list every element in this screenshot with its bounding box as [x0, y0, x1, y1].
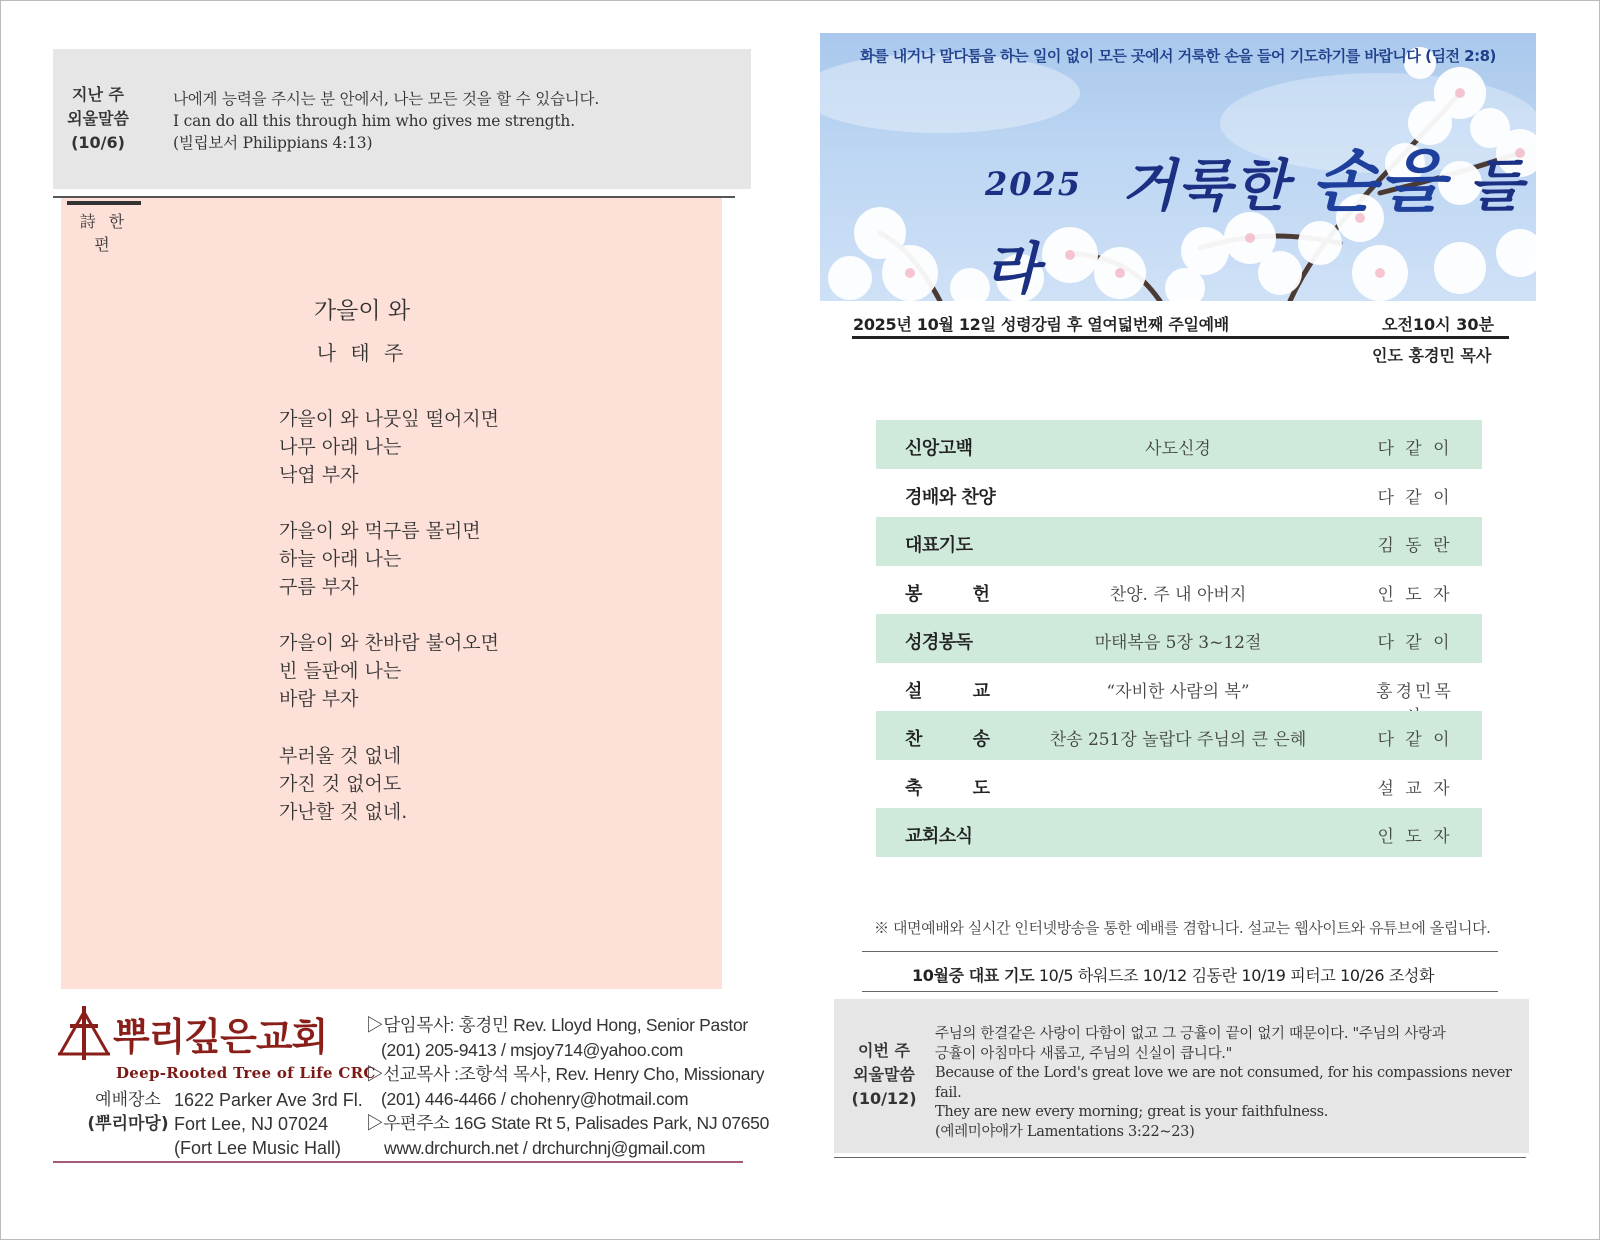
order-item-leader: 다 같 이	[1377, 439, 1453, 459]
poem-stanza-4: 부러울 것 없네 가진 것 없어도 가난할 것 없네.	[279, 745, 408, 823]
order-item-desc: 마태복음 5장 3~12절	[1094, 633, 1262, 653]
order-row	[876, 420, 1482, 469]
order-item-leader: 인 도 자	[1377, 584, 1453, 605]
order-row	[876, 808, 1482, 857]
order-row	[876, 614, 1482, 663]
order-item-leader: 김 동 란	[1377, 536, 1453, 556]
missionary: ▷선교목사 :조항석 목사, Rev. Henry Cho, Missionary	[366, 1064, 765, 1084]
church-logo	[53, 1004, 373, 1062]
order-row	[876, 711, 1482, 760]
this-week-label: 이번 주 외울말씀 (10/12)	[851, 1041, 917, 1108]
prayer-rule-bottom	[862, 991, 1498, 992]
service-time: 오전10시 30분	[1382, 315, 1494, 334]
poem-title: 가을이 와	[313, 298, 411, 324]
senior-pastor: ▷담임목사: 홍경민 Rev. Lloyd Hong, Senior Pastor	[366, 1015, 748, 1035]
theme-year: 2025	[985, 165, 1083, 203]
order-item-desc: 찬송 251장 놀랍다 주님의 큰 은혜	[1049, 730, 1307, 750]
order-item-leader: 다 같 이	[1377, 633, 1453, 653]
poem-tag: 詩 한 편	[67, 201, 141, 255]
service-title: 2025년 10월 12일 성령강림 후 열여덟번째 주일예배	[853, 315, 1229, 334]
order-row	[876, 566, 1482, 615]
theme-banner	[820, 33, 1536, 301]
cross-tree-icon	[56, 1004, 112, 1062]
this-week-verse: 주님의 한결같은 사랑이 다함이 없고 그 긍휼이 끝이 없기 때문이다. "주님의 사랑과 긍휼이 아침마다 새롭고, 주님의 신실이 큽니다." Because of the Lord's great love we are not consumed, for his compassions never fail. They are new every morning; great is your faithfulness. (예레미야애가 Lamentations 3:22~23)	[935, 1026, 1512, 1140]
website-email: www.drchurch.net / drchurchnj@gmail.com	[384, 1137, 706, 1158]
order-row	[876, 469, 1482, 518]
church-english-name: Deep-Rooted Tree of Life CRC	[116, 1064, 376, 1082]
order-item-leader: 설 교 자	[1377, 778, 1453, 799]
order-item-name: 찬 송	[905, 729, 1013, 750]
church-logo-text: 뿌리깊은교회	[113, 1014, 328, 1059]
order-item-desc: 찬양. 주 내 아버지	[1109, 584, 1247, 605]
left-bottom-rule	[53, 1161, 743, 1163]
service-rule	[852, 336, 1509, 339]
worship-address: 1622 Parker Ave 3rd Fl. Fort Lee, NJ 07024 (Fort Lee Music Hall)	[174, 1090, 363, 1158]
poem-stanza-1: 가을이 와 나뭇잎 떨어지면 나무 아래 나는 낙엽 부자	[279, 408, 500, 486]
prayer-schedule-label: 10월중 대표 기도	[912, 966, 1035, 985]
poem-stanza-3: 가을이 와 찬바람 불어오면 빈 들판에 나는 바람 부자	[279, 632, 500, 710]
order-of-worship	[876, 420, 1482, 857]
order-item-name: 성경봉독	[905, 632, 973, 653]
order-item-leader: 다 같 이	[1377, 487, 1453, 508]
church-contacts	[366, 1013, 769, 1160]
prayer-schedule-list: 10/5 하워드조 10/12 김동란 10/19 피터고 10/26 조성화	[1038, 966, 1435, 985]
mailing-address: ▷우편주소 16G State Rt 5, Palisades Park, NJ 07650	[366, 1113, 770, 1133]
prayer-schedule	[912, 963, 1434, 986]
order-item-desc: 사도신경	[1145, 439, 1211, 459]
order-row	[876, 663, 1482, 712]
order-row	[876, 760, 1482, 809]
theme-title: 2025 거룩한 손을 들라	[985, 142, 1525, 301]
prayer-rule-top	[862, 951, 1498, 952]
right-bottom-rule	[834, 1157, 1526, 1158]
order-item-desc: “자비한 사람의 복”	[1106, 681, 1250, 702]
order-item-name: 교회소식	[905, 826, 973, 847]
last-week-verse: 나에게 능력을 주시는 분 안에서, 나는 모든 것을 할 수 있습니다. I can do all this through him who gives me strength. (빌립보서 Philippians 4:13)	[173, 90, 600, 152]
order-item-name: 설 교	[905, 680, 1013, 702]
last-week-label: 지난 주 외울말씀 (10/6)	[67, 85, 129, 152]
worship-place-label: 예배장소 (뿌리마당)	[87, 1090, 169, 1134]
order-item-name: 축 도	[905, 777, 1013, 799]
order-item-name: 봉 헌	[905, 583, 1013, 605]
order-item-name: 대표기도	[905, 535, 973, 556]
order-item-leader: 홍경민목	[1376, 681, 1454, 702]
order-item-leader: 인 도 자	[1377, 827, 1453, 847]
service-leader: 인도 홍경민 목사	[1372, 346, 1492, 365]
last-week-memory-verse	[53, 49, 751, 189]
broadcast-notice: ※ 대면예배와 실시간 인터넷방송을 통한 예배를 겸합니다. 설교는 웹사이트와 유튜브에 올립니다.	[874, 919, 1491, 937]
missionary-contact: (201) 446-4466 / chohenry@hotmail.com	[381, 1088, 689, 1109]
order-item-name: 신앙고백	[905, 438, 973, 459]
poem-stanza-2: 가을이 와 먹구름 몰리면 하늘 아래 나는 구름 부자	[279, 520, 481, 598]
poem-author: 나 태 주	[316, 341, 408, 365]
order-row	[876, 517, 1482, 566]
order-item-name: 경배와 찬양	[905, 486, 996, 508]
order-item-leader: 다 같 이	[1377, 730, 1453, 750]
senior-pastor-contact: (201) 205-9413 / msjoy714@yahoo.com	[381, 1039, 684, 1060]
theme-verse: 화를 내거나 말다툼을 하는 일이 없이 모든 곳에서 거룩한 손을 들어 기도하기를 바랍니다 (딤전 2:8)	[860, 47, 1496, 65]
this-week-memory-verse	[834, 999, 1529, 1153]
